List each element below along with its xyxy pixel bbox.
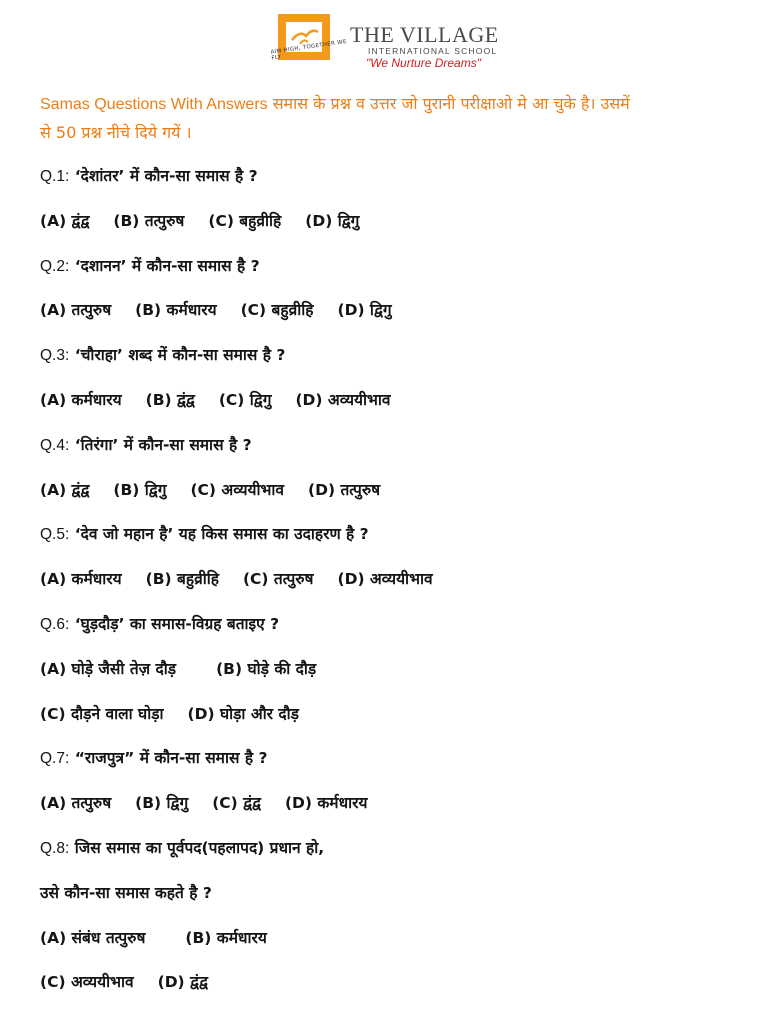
question-5 xyxy=(40,518,740,563)
options-3 xyxy=(40,384,740,429)
option-a: (A) द्वंद्व xyxy=(40,480,90,499)
option-d: (D) तत्पुरुष xyxy=(308,480,381,499)
logo-motto: AIM HIGH, TOGETHER WE FLY xyxy=(270,39,348,62)
question-text: ‘देशांतर’ में कौन-सा समास है ? xyxy=(74,167,258,185)
intro-paragraph xyxy=(40,90,740,147)
options-5 xyxy=(40,563,740,608)
brand-name: THE VILLAGE xyxy=(350,22,499,47)
options-1 xyxy=(40,205,740,250)
school-logo xyxy=(270,14,348,70)
option-a: (A) घोड़े जैसी तेज़ दौड़ xyxy=(40,659,177,678)
option-b: (B) बहुव्रीहि xyxy=(145,570,219,589)
question-text: जिस समास का पूर्वपद(पहलापद) प्रधान हो, xyxy=(74,838,325,857)
option-d: (D) द्वंद्व xyxy=(157,973,208,992)
question-6 xyxy=(40,608,740,653)
option-b: (B) तत्पुरुष xyxy=(113,211,185,230)
option-b: (B) कर्मधारय xyxy=(185,928,267,947)
options-2 xyxy=(40,294,740,339)
question-number: Q.6: xyxy=(40,615,70,633)
intro-line-2: से 50 प्रश्न नीचे दिये गयें । xyxy=(40,123,192,142)
question-number: Q.2: xyxy=(40,257,70,275)
question-text: ‘देव जो महान है’ यह किस समास का उदाहरण है ? xyxy=(74,525,369,544)
option-a: (A) तत्पुरुष xyxy=(40,301,112,320)
question-number: Q.7: xyxy=(40,750,70,768)
option-d: (D) द्विगु xyxy=(337,301,392,320)
school-header xyxy=(0,8,768,88)
options-6-row-1 xyxy=(40,653,740,698)
option-d: (D) अव्ययीभाव xyxy=(337,570,433,589)
question-number: Q.1: xyxy=(40,168,70,185)
option-a: (A) कर्मधारय xyxy=(40,570,122,589)
question-7 xyxy=(40,742,740,787)
brand-subtitle: INTERNATIONAL SCHOOL xyxy=(368,46,498,56)
option-b: (B) द्विगु xyxy=(135,794,189,813)
question-text: “राजपुत्र” में कौन-सा समास है ? xyxy=(74,749,268,768)
intro-line-1 xyxy=(40,90,740,119)
option-d: (D) द्विगु xyxy=(305,211,360,230)
option-c: (C) दौड़ने वाला घोड़ा xyxy=(40,704,164,723)
options-7 xyxy=(40,787,740,832)
intro-title-hi: समास के प्रश्न व उत्तर जो पुरानी परीक्षाओ मे आ चुके है। उसमें xyxy=(272,94,630,113)
option-a: (A) द्वंद्व xyxy=(40,211,90,230)
question-list xyxy=(40,160,740,1011)
brand-tagline: "We Nurture Dreams" xyxy=(366,56,481,70)
options-6-row-2 xyxy=(40,698,740,743)
option-a: (A) तत्पुरुष xyxy=(40,794,112,813)
options-8-row-2 xyxy=(40,966,740,1011)
option-c: (C) बहुव्रीहि xyxy=(240,301,314,320)
option-b: (B) कर्मधारय xyxy=(135,301,217,320)
option-c: (C) बहुव्रीहि xyxy=(208,211,282,230)
option-c: (C) तत्पुरुष xyxy=(242,570,314,589)
option-d: (D) अव्ययीभाव xyxy=(295,390,391,409)
question-3 xyxy=(40,339,740,384)
option-c: (C) द्वंद्व xyxy=(212,794,261,813)
question-number: Q.8: xyxy=(40,839,70,857)
option-d: (D) घोड़ा और दौड़ xyxy=(187,704,299,723)
option-c: (C) अव्ययीभाव xyxy=(190,480,285,499)
question-number: Q.4: xyxy=(40,436,70,454)
option-c: (C) अव्ययीभाव xyxy=(40,973,134,992)
question-text: ‘तिरंगा’ में कौन-सा समास है ? xyxy=(74,435,252,454)
question-text: ‘दशानन’ में कौन-सा समास है ? xyxy=(74,256,260,275)
question-8-continued: उसे कौन-सा समास कहते है ? xyxy=(40,883,212,902)
option-a: (A) कर्मधारय xyxy=(40,390,122,409)
question-text: ‘चौराहा’ शब्द में कौन-सा समास है ? xyxy=(74,346,286,365)
question-number: Q.3: xyxy=(40,347,70,365)
question-8 xyxy=(40,832,740,877)
question-1 xyxy=(40,160,740,205)
question-text: ‘घुड़दौड़’ का समास-विग्रह बताइए ? xyxy=(74,614,280,633)
intro-title-en: Samas Questions With Answers xyxy=(40,96,268,113)
question-2 xyxy=(40,250,740,295)
option-c: (C) द्विगु xyxy=(218,390,272,409)
question-4 xyxy=(40,429,740,474)
option-b: (B) घोड़े की दौड़ xyxy=(216,659,317,678)
option-a: (A) संबंध तत्पुरुष xyxy=(40,928,146,947)
option-d: (D) कर्मधारय xyxy=(284,794,368,813)
question-number: Q.5: xyxy=(40,526,70,544)
options-4 xyxy=(40,474,740,519)
options-8-row-1 xyxy=(40,922,740,967)
option-b: (B) द्वंद्व xyxy=(145,390,195,409)
option-b: (B) द्विगु xyxy=(113,480,167,499)
